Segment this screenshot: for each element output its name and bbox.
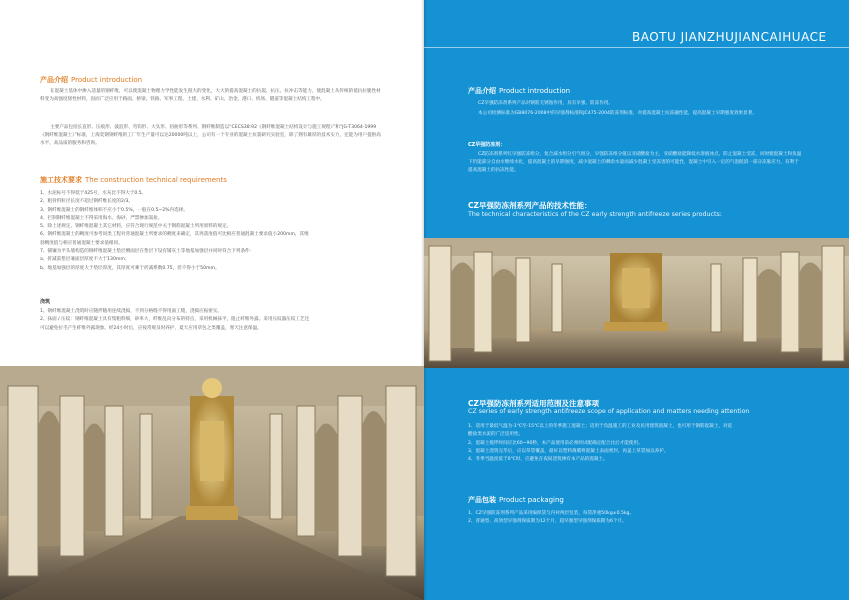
list-item: 4、拦制钢纤维混凝土不得采用海水、海砂，严禁掺加氯盐。 xyxy=(40,215,163,221)
list-item: 1、钢纤维混凝土浇筑时应随拌随用连续浇捣，不到分格缝不得甩面工缝，浇捣应振密实。 xyxy=(40,309,223,314)
list-item: 1、CZ早强防冻剂系列产品采用编织袋与内衬两层包装，每袋净重50kg±0.5kg。 xyxy=(468,511,635,516)
chapel-illustration xyxy=(0,366,424,600)
intro-paragraph-1: 在混凝土基体中掺入适量的钢纤维，可以使混凝土物理力学性能发生很大的变化，大大的提高混凝土的抗裂、抗压、抗冲击等能力，使混凝土从传统的低抗拉脆性材料变为高强度韧性材料，因而广泛应用于路面、桥梁、铁路、军事工程、土建、水利、矿山、冶金、港口、机场、隧道等混凝土结构工程中。 xyxy=(40,89,381,102)
right-intro-paragraph-2: 本公司检测标准为GB8076-2008中的早强剂标准和JC475-2004防冻剂标准，对提高混凝土抗冻融性能，提高混凝土早期强度效果显著。 xyxy=(478,111,757,116)
list-item: 3、混凝土浇筑完毕后，应以草袋覆盖，最好以塑料薄膜将混凝土表面密封，再盖上草袋加以养护。 xyxy=(468,448,669,454)
tech-heading-cn: CZ早强防冻剂系列产品的技术性能： xyxy=(468,201,592,210)
scope-list xyxy=(468,423,732,464)
cz-antifreeze-paragraph: CZ防冻剂系列红早强防冻组分，复合减水组分引气组分，早强防冻组分值以亚硝酸盐为主，亚硝酸盐能降低水溶液冰点，防止混凝土受冻，同时使混凝土和负温下仍能部分自由水继续水化，提高混凝土的早期强度，减少混凝土的剩余水量而减少混凝土受冻害的可能性，混凝土中引入一定的气泡既消一部分冻胀应力，有利于提高混凝土的抗冻性能。 xyxy=(468,152,802,173)
requirements-list xyxy=(40,190,309,273)
list-item: 2、普通型、高效型早强剂保质期为12个月，超早强型早强剂保质期为6个月。 xyxy=(468,519,627,525)
list-item: 酸盐类水泥的广泛适用性。 xyxy=(468,432,524,438)
intro-paragraph-2: 主要产品包括长直形、压痕形、波浪形、弯钩形、大头形、扭曲形等系列、钢纤维制造以“CECS38:92《钢纤维混凝土结构设计与施工规程》”和“JG-T3064-1999《钢纤维混凝土》”标准，上海奕钢钢纤维的工厂年生产量可以达20000吨以上，公司有一个专业的混凝土抗裂研究实验室，除了拥有雄厚的技术实力，还能为用户提供高水平、高品质的服务和咨询。 xyxy=(40,125,381,146)
heading-cn: 施工技术要求 xyxy=(40,176,82,184)
list-item: 1、水泥标号不得低于425号，水灰比不得大于0.5。 xyxy=(40,191,147,196)
list-item: b、地基加强层的厚度大于垫层厚度，其厚度可乘于折减系数0.75，但不得小于50mm。 xyxy=(40,265,220,271)
scope-heading-en: CZ series of early strength antifreeze scope of application and matters needing attention xyxy=(468,408,750,415)
list-item: 2、粗骨料粒径长度不超过钢纤维长度的2/3。 xyxy=(40,199,134,205)
right-intro-heading xyxy=(468,86,570,96)
cz-antifreeze-subheading: CZ早强防冻剂： xyxy=(468,142,506,148)
header-divider xyxy=(424,47,849,48)
list-item: 5、除上述规定，钢纤维混凝土其它材料，应符合现行规范中关于钢筋混凝土所用原料的规定。 xyxy=(40,224,232,230)
list-item: 4、冬季当温度低于0℃时，应避免在夜间浇筑掺有本产品的混凝土。 xyxy=(468,457,608,463)
tech-heading-en: The technical characteristics of the CZ early strength antifreeze series products: xyxy=(468,211,722,218)
heading-en: The construction technical requirements xyxy=(85,176,227,184)
scope-heading-cn: CZ早强防冻剂系列适用范围及注意事项 xyxy=(468,399,599,408)
heading-en: Product introduction xyxy=(71,76,143,84)
list-item: a、折减前垫层兼面层厚度不大于130mm； xyxy=(40,257,130,263)
list-item: 2、混凝土搅拌时间应比60~90秒，本产品使用前必须经试配确定配合比后才能使用。 xyxy=(468,440,643,446)
heading-en: Product introduction xyxy=(499,87,571,95)
list-item: 3、钢纤维混凝土的钢纤维体积不应小于0.5%，一般在0.5~2%内选择。 xyxy=(40,207,188,213)
heading-cn: 产品包装 xyxy=(468,496,496,504)
brand-title: BAOTU JIANZHUJIANCAIHUACE xyxy=(632,30,827,44)
heading-en: Product packaging xyxy=(499,496,564,504)
heading-cn: 产品介绍 xyxy=(40,76,68,84)
list-item: 2、抹面 / 压纹：钢纤维混凝土具有集粗料细，砂率大，纤维乱向分布的特点，采用机械抹平，阻止纤维外露。采用压纹器压纹工艺还 xyxy=(40,317,310,323)
chapel-illustration xyxy=(424,238,849,368)
requirements-heading xyxy=(40,175,227,185)
list-item: 可以避免拉毛产生纤维外露现象。经24小时后，应按常规及时养护，夏天应用草包之类覆盖，寒天注意保温。 xyxy=(40,325,262,331)
product-intro-heading xyxy=(40,75,142,85)
packaging-heading xyxy=(468,495,564,505)
pouring-list xyxy=(40,308,309,333)
packaging-list xyxy=(468,510,634,527)
right-intro-paragraph-1: CZ早强防冻剂系列产品对钢筋无锈蚀作用，具有早强、防冻作用。 xyxy=(478,101,613,106)
list-item: 7、铺镶为平头墙构造的钢纤维混凝土垫层侧面层在垫层下设有铺灰土等地基加强层并同时符合下列条件： xyxy=(40,249,255,255)
chapel-interior-photo-right xyxy=(424,238,849,368)
list-item: 1、适用于最低气温为-1℃至-15℃以上的冬季施工混凝土；适用于负温施工的工业及民用建筑混凝土，也可用于钢筋混凝土，对硅 xyxy=(468,424,733,429)
pouring-subheading: 浇筑 xyxy=(40,299,51,305)
heading-cn: 产品介绍 xyxy=(468,87,496,95)
list-item: 勃稠度值与相应普通混凝土要求值相同。 xyxy=(40,240,123,246)
list-item: 6、钢纤维混凝土的稠度可参考同类工程对普通混凝土所要求的稠度来确定，其坍落度值可比相应普通混凝土要求值小200mm，其维 xyxy=(40,232,309,238)
chapel-interior-photo-left xyxy=(0,366,424,600)
